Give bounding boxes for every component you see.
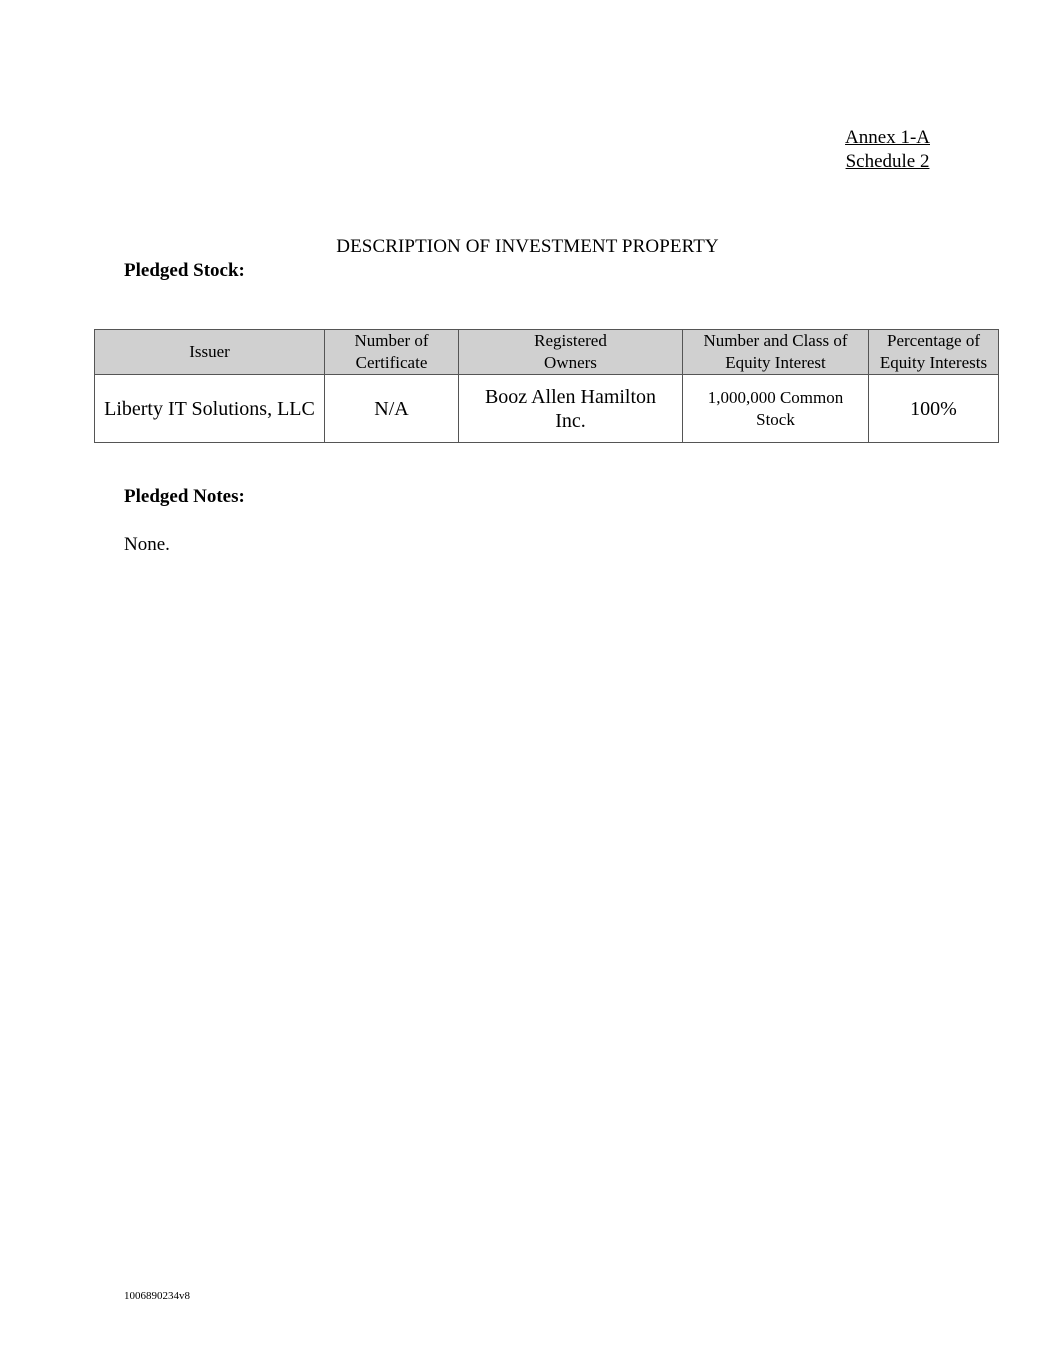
header-certificate-number: Number of Certificate [325, 330, 459, 375]
cell-issuer: Liberty IT Solutions, LLC [95, 375, 325, 443]
investment-property-table [94, 329, 999, 443]
pledged-notes-text: None. [124, 534, 170, 555]
table-row [95, 375, 999, 443]
header-registered-owners: Registered Owners [459, 330, 683, 375]
header-issuer: Issuer [95, 330, 325, 375]
document-id: 1006890234v8 [124, 1290, 190, 1302]
cell-registered-owner: Booz Allen Hamilton Inc. [459, 375, 683, 443]
schedule-number: Schedule 2 [845, 151, 930, 172]
pledged-stock-heading: Pledged Stock: [124, 260, 245, 281]
pledged-notes-heading: Pledged Notes: [124, 486, 245, 507]
table-header-row [95, 330, 999, 375]
cell-percentage: 100% [869, 375, 999, 443]
header-equity-percentage: Percentage of Equity Interests [869, 330, 999, 375]
cell-equity-class: 1,000,000 Common Stock [683, 375, 869, 443]
annex-label [845, 126, 930, 174]
annex-number: Annex 1-A [845, 127, 930, 148]
header-equity-class: Number and Class of Equity Interest [683, 330, 869, 375]
document-title: DESCRIPTION OF INVESTMENT PROPERTY [336, 236, 719, 257]
cell-certificate: N/A [325, 375, 459, 443]
